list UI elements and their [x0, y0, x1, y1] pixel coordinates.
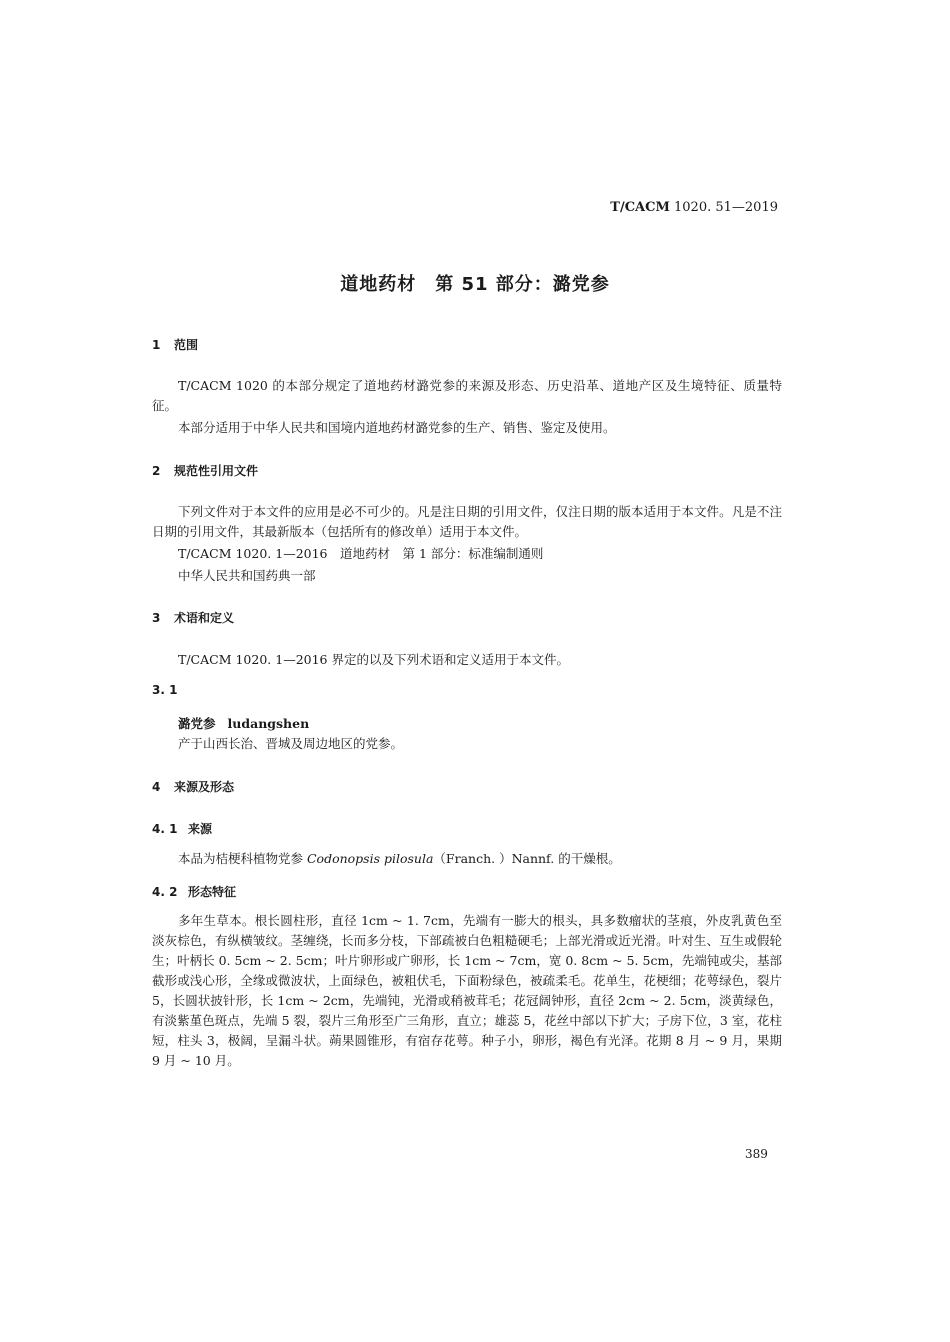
section-title: 范围: [174, 338, 199, 352]
source-description: [178, 849, 621, 869]
section-number: 4: [152, 780, 161, 794]
term-chinese: 潞党参: [178, 716, 216, 731]
reference-item-1: T/CACM 1020. 1—2016 道地药材 第 1 部分：标准编制通则: [178, 546, 544, 561]
section-3-heading: [152, 609, 234, 626]
morphology-paragraph: 多年生草本。根长圆柱形，直径 1cm ~ 1. 7cm，先端有一膨大的根头，具多数瘤状的茎痕，外皮乳黄色至淡灰棕色，有纵横皱纹。茎缠绕，长而多分枝，下部疏被白色粗糙硬毛；上部光滑或近光滑。叶对生、互生或假轮生；叶柄长 0. 5cm ~ 2. 5cm；叶片卵形或广卵形，长 1cm ~ 7cm，宽 0. 8cm ~ 5. 5cm，先端钝或尖，基部截形或浅心形，全缘或微波状，上面绿色，被粗伏毛，下面粉绿色，被疏柔毛。花单生，花梗细；花萼绿色，裂片 5，长圆状披针形，长 1cm ~ 2cm，先端钝，光滑或稍被茸毛；花冠阔钟形，直径 2cm ~ 2. 5cm，淡黄绿色，有淡紫堇色斑点，先端 5 裂，裂片三角形至广三角形，直立；雄蕊 5，花丝中部以下扩大；子房下位，3 室，花柱短，柱头 3，极阔，呈漏斗状。蒴果圆锥形，有宿存花萼。种子小，卵形，褐色有光泽。花期 8 月 ~ 9 月，果期 9 月 ~ 10 月。: [152, 913, 782, 1068]
section-1-heading: [152, 336, 198, 353]
source-text-post: （Franch. ）Nannf. 的干燥根。: [433, 851, 621, 866]
reference-item-2: 中华人民共和国药典一部: [178, 568, 316, 583]
section-4-heading: [152, 778, 234, 795]
standard-code-prefix: T/CACM: [610, 200, 670, 215]
section-2-paragraph-1: 下列文件对于本文件的应用是必不可少的。凡是注日期的引用文件，仅注日期的版本适用于本文件。凡是不注日期的引用文件，其最新版本（包括所有的修改单）适用于本文件。: [152, 504, 782, 539]
section-3-paragraph-1: T/CACM 1020. 1—2016 界定的以及下列术语和定义适用于本文件。: [178, 652, 569, 667]
latin-name: Codonopsis pilosula: [306, 851, 434, 866]
section-1-paragraph-1: T/CACM 1020 的本部分规定了道地药材潞党参的来源及形态、历史沿革、道地产区及生境特征、质量特征。: [152, 378, 782, 413]
page-number: 389: [745, 1147, 768, 1161]
subsection-3-1-number: 3. 1: [152, 683, 178, 697]
section-1-paragraph-2: 本部分适用于中华人民共和国境内道地药材潞党参的生产、销售、鉴定及使用。: [178, 420, 616, 435]
source-text-pre: 本品为桔梗科植物党参: [178, 851, 307, 866]
term-definition: 产于山西长治、晋城及周边地区的党参。: [178, 736, 404, 751]
subsection-number: 4. 1: [152, 822, 178, 836]
standard-code: [610, 200, 778, 215]
term-english: ludangshen: [227, 716, 310, 731]
term-entry: [178, 714, 309, 732]
subsection-title: 形态特征: [188, 885, 237, 899]
section-number: 2: [152, 464, 161, 478]
subsection-title: 来源: [188, 822, 213, 836]
subsection-4-2-heading: [152, 883, 236, 900]
subsection-number: 4. 2: [152, 885, 178, 899]
section-title: 术语和定义: [174, 611, 235, 625]
section-number: 1: [152, 338, 161, 352]
section-title: 规范性引用文件: [174, 464, 259, 478]
section-number: 3: [152, 611, 161, 625]
section-2-heading: [152, 462, 258, 479]
subsection-4-1-heading: [152, 820, 212, 837]
standard-code-number: 1020. 51—2019: [674, 200, 778, 215]
section-title: 来源及形态: [174, 780, 235, 794]
document-title: 道地药材 第 51 部分：潞党参: [340, 274, 610, 295]
